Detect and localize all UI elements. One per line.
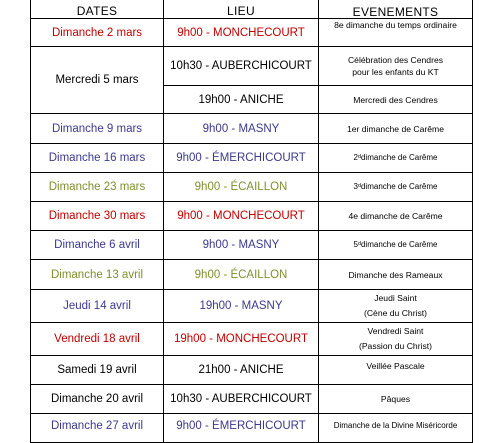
event-line: 2ᵈdimanche de Carême [353, 153, 438, 162]
event-cell [319, 260, 473, 290]
event-cell [319, 414, 473, 443]
event-line: Dimanche des Rameaux [348, 269, 443, 280]
table-row [31, 414, 473, 443]
event-line: Jeudi Saint [374, 293, 417, 303]
lieu-cell: 10h30 - AUBERCHICOURT [164, 47, 319, 86]
date-cell: Dimanche 23 mars [31, 173, 164, 202]
lieu-cell: 9h00 - MONCHECOURT [164, 19, 319, 47]
event-cell [319, 290, 473, 323]
table-row [31, 323, 473, 356]
date-cell: Dimanche 30 mars [31, 202, 164, 231]
event-cell [319, 323, 473, 356]
event-line: Vendredi Saint [367, 326, 424, 336]
lieu-cell: 9h00 - ÉCAILLON [164, 173, 319, 202]
date-cell: Mercredi 5 mars [31, 47, 164, 114]
event-line: pour les enfants du KT [352, 67, 439, 77]
event-line: 3ᵈdimanche de Carême [353, 182, 438, 191]
event-cell [319, 356, 473, 385]
lieu-cell: 9h00 - ÉMERCHICOURT [164, 414, 319, 443]
event-line: 4e dimanche de Carême [348, 211, 443, 221]
schedule-table [30, 0, 473, 443]
event-line: Pâques [380, 394, 411, 404]
table-row [31, 356, 473, 385]
lieu-cell: 19h00 - MONCHECOURT [164, 323, 319, 356]
table-row [31, 19, 473, 47]
table-row [31, 231, 473, 260]
table-row [31, 144, 473, 173]
date-cell: Dimanche 16 mars [31, 144, 164, 173]
table-row [31, 202, 473, 231]
table-row [31, 290, 473, 323]
event-line: 8e dimanche du temps ordinaire [334, 20, 457, 30]
event-line: (Passion du Christ) [358, 341, 433, 351]
lieu-cell: 9h00 - MASNY [164, 231, 319, 260]
lieu-cell: 10h30 - AUBERCHICOURT [164, 385, 319, 414]
event-cell [319, 144, 473, 173]
event-cell [319, 173, 473, 202]
table-row [31, 260, 473, 290]
lieu-cell: 19h00 - ANICHE [164, 86, 319, 114]
event-line: Dimanche de la Divine Miséricorde [333, 421, 458, 430]
date-cell: Dimanche 20 avril [31, 385, 164, 414]
date-cell: Dimanche 2 mars [31, 19, 164, 47]
date-cell: Dimanche 27 avril [31, 414, 164, 443]
table-row [31, 114, 473, 144]
event-cell [319, 47, 473, 86]
event-line: Veillée Pascale [366, 361, 425, 371]
table-row [31, 47, 473, 86]
lieu-cell: 9h00 - ÉMERCHICOURT [164, 144, 319, 173]
event-cell [319, 202, 473, 231]
event-line: 1er dimanche de Carême [347, 123, 444, 134]
event-cell [319, 19, 473, 47]
table-row [31, 385, 473, 414]
date-cell: Dimanche 9 mars [31, 114, 164, 144]
event-cell [319, 231, 473, 260]
lieu-cell: 21h00 - ANICHE [164, 356, 319, 385]
event-line: (Cène du Christ) [363, 308, 428, 318]
lieu-cell: 19h00 - MASNY [164, 290, 319, 323]
date-cell: Dimanche 6 avril [31, 231, 164, 260]
event-cell [319, 86, 473, 114]
event-cell [319, 385, 473, 414]
header-dates: DATES [31, 0, 164, 19]
event-line: 5ᵈdimanche de Carême [353, 240, 438, 249]
lieu-cell: 9h00 - ÉCAILLON [164, 260, 319, 290]
header-lieu: LIEU [164, 0, 319, 19]
lieu-cell: 9h00 - MONCHECOURT [164, 202, 319, 231]
lieu-cell: 9h00 - MASNY [164, 114, 319, 144]
header-evenements: EVENEMENTS [319, 0, 473, 19]
date-cell: Vendredi 18 avril [31, 323, 164, 356]
date-cell: Dimanche 13 avril [31, 260, 164, 290]
date-cell: Jeudi 14 avril [31, 290, 164, 323]
table-row [31, 173, 473, 202]
date-cell: Samedi 19 avril [31, 356, 164, 385]
event-line: Mercredi des Cendres [353, 94, 438, 105]
event-cell [319, 114, 473, 144]
header-row [31, 0, 473, 19]
event-line: Célébration des Cendres [347, 55, 444, 65]
